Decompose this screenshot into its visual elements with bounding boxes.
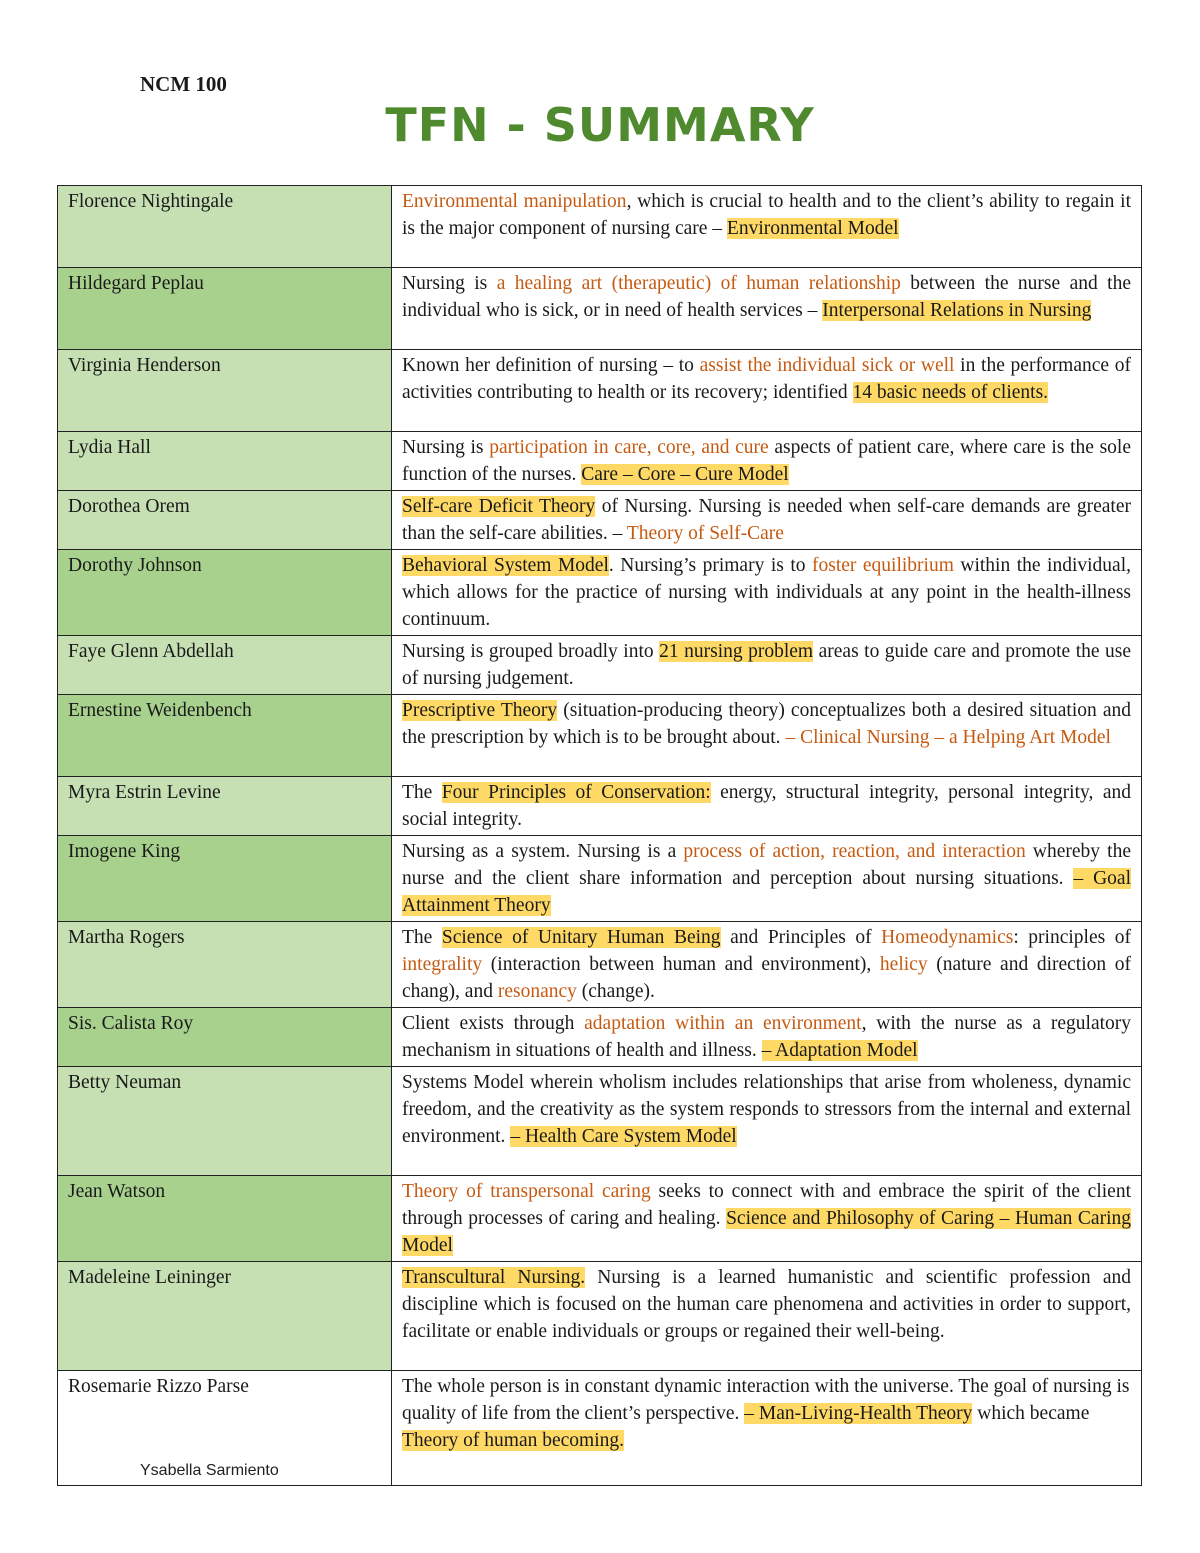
theory-description: [392, 695, 1142, 777]
emphasized-text: Theory of Self-Care: [626, 523, 784, 544]
body-text: whereby the nurse and the client share information and perception about nursing situations.: [402, 841, 1131, 889]
theorist-name: Madeleine Leininger: [58, 1262, 392, 1371]
emphasized-text: – Clinical Nursing – a Helping Art Model: [785, 727, 1111, 748]
table-row: [58, 432, 1142, 491]
theory-description: [392, 186, 1142, 268]
highlighted-text: Environmental Model: [726, 218, 899, 239]
theory-description: [392, 350, 1142, 432]
body-text: Client exists through: [402, 1013, 585, 1034]
body-text: which became: [972, 1403, 1090, 1424]
highlighted-text: Transcultural Nursing.: [402, 1267, 586, 1288]
body-text: of Nursing. Nursing is needed when self-care demands are greater than the self-care abilities. –: [402, 496, 1132, 544]
body-text: , with the nurse as a regulatory mechanism in situations of health and illness.: [402, 1013, 1132, 1061]
theorist-name: Betty Neuman: [58, 1067, 392, 1176]
body-text: (change).: [576, 981, 655, 1002]
theorist-name: Myra Estrin Levine: [58, 777, 392, 836]
body-text: (interaction between human and environment),: [482, 954, 880, 975]
theory-description: [392, 836, 1142, 922]
emphasized-text: process of action, reaction, and interaction: [683, 841, 1026, 862]
emphasized-text: a healing art (therapeutic) of human relationship: [496, 273, 901, 294]
theorist-name: Imogene King: [58, 836, 392, 922]
theorist-name: Martha Rogers: [58, 922, 392, 1008]
highlighted-text: Theory of human becoming.: [402, 1430, 625, 1451]
emphasized-text: participation in care, core, and cure: [489, 437, 769, 458]
table-row: [58, 491, 1142, 550]
highlighted-text: Care – Core – Cure Model: [581, 464, 789, 485]
body-text: Nursing is: [402, 437, 490, 458]
theory-description: [392, 1371, 1142, 1486]
table-row: [58, 186, 1142, 268]
theory-description: [392, 1067, 1142, 1176]
body-text: and Principles of: [720, 927, 882, 948]
body-text: aspects of patient care, where care is the sole function of the nurses.: [402, 437, 1132, 485]
table-row: [58, 268, 1142, 350]
theory-description: [392, 922, 1142, 1008]
theory-description: [392, 1262, 1142, 1371]
theory-description: [392, 777, 1142, 836]
table-row: [58, 1008, 1142, 1067]
body-text: between the nurse and the individual who is sick, or in need of health services –: [402, 273, 1131, 321]
highlighted-text: Science of Unitary Human Being: [441, 927, 721, 948]
table-row: [58, 1176, 1142, 1262]
theorist-name: Faye Glenn Abdellah: [58, 636, 392, 695]
theorist-name: Dorothy Johnson: [58, 550, 392, 636]
body-text: . Nursing’s primary is to: [608, 555, 812, 576]
emphasized-text: assist the individual sick or well: [699, 355, 955, 376]
highlighted-text: Four Principles of Conservation:: [441, 782, 711, 803]
theorist-name: Virginia Henderson: [58, 350, 392, 432]
theory-description: [392, 1176, 1142, 1262]
theorist-table: [57, 185, 1142, 1486]
table-row: [58, 836, 1142, 922]
body-text: Nursing as a system. Nursing is a: [402, 841, 684, 862]
table-row: [58, 550, 1142, 636]
highlighted-text: Behavioral System Model: [402, 555, 609, 576]
emphasized-text: helicy: [879, 954, 928, 975]
highlighted-text: – Goal Attainment Theory: [402, 868, 1132, 916]
theorist-name: Rosemarie Rizzo Parse: [58, 1371, 392, 1486]
body-text: The: [402, 927, 442, 948]
emphasized-text: Homeodynamics: [881, 927, 1014, 948]
highlighted-text: Prescriptive Theory: [402, 700, 558, 721]
theorist-name: Lydia Hall: [58, 432, 392, 491]
course-code: NCM 100: [140, 72, 227, 96]
body-text: Nursing is: [402, 273, 497, 294]
theory-description: [392, 268, 1142, 350]
body-text: The: [402, 782, 442, 803]
highlighted-text: Self-care Deficit Theory: [402, 496, 596, 517]
body-text: Nursing is a learned humanistic and scientific profession and discipline which is focused on the human care phenomena and activities in order to support, facilitate or enable individuals or groups or regained their well-being.: [402, 1267, 1131, 1342]
page-title: TFN - SUMMARY: [385, 98, 815, 152]
table-row: [58, 350, 1142, 432]
highlighted-text: 21 nursing problem: [659, 641, 814, 662]
highlighted-text: – Adaptation Model: [761, 1040, 918, 1061]
theorist-name: Sis. Calista Roy: [58, 1008, 392, 1067]
emphasized-text: Theory of transpersonal caring: [402, 1181, 651, 1202]
body-text: (nature and direction of chang), and: [402, 954, 1132, 1002]
theory-description: [392, 491, 1142, 550]
theorist-name: Jean Watson: [58, 1176, 392, 1262]
theorist-name: Ernestine Weidenbench: [58, 695, 392, 777]
emphasized-text: Environmental manipulation: [402, 191, 627, 212]
body-text: in the performance of activities contributing to health or its recovery; identified: [402, 355, 1131, 403]
table-row: [58, 695, 1142, 777]
table-row: [58, 636, 1142, 695]
body-text: , which is crucial to health and to the client’s ability to regain it is the major component of nursing care –: [402, 191, 1131, 239]
body-text: : principles of: [1013, 927, 1131, 948]
theorist-name: Hildegard Peplau: [58, 268, 392, 350]
theorist-name: Florence Nightingale: [58, 186, 392, 268]
body-text: within the individual, which allows for the practice of nursing with individuals at any point in the health-illness continuum.: [402, 555, 1131, 630]
body-text: Nursing is grouped broadly into: [402, 641, 660, 662]
theory-description: [392, 636, 1142, 695]
highlighted-text: – Man-Living-Health Theory: [744, 1403, 973, 1424]
emphasized-text: resonancy: [497, 981, 577, 1002]
author-name: Ysabella Sarmiento: [140, 1462, 279, 1479]
theory-description: [392, 1008, 1142, 1067]
body-text: areas to guide care and promote the use of nursing judgement.: [402, 641, 1132, 689]
body-text: (situation-producing theory) conceptualizes both a desired situation and the prescription by which is to be brought about.: [402, 700, 1131, 748]
highlighted-text: 14 basic needs of clients.: [852, 382, 1049, 403]
table-row: [58, 1067, 1142, 1176]
body-text: The whole person is in constant dynamic interaction with the universe. The goal of nursing is quality of life from the client’s perspective.: [402, 1376, 1130, 1424]
body-text: Systems Model wherein wholism includes relationships that arise from wholeness, dynamic freedom, and the creativity as the system responds to stressors from the internal and external environment.: [402, 1072, 1131, 1147]
theory-description: [392, 550, 1142, 636]
highlighted-text: – Health Care System Model: [510, 1126, 737, 1147]
highlighted-text: Science and Philosophy of Caring – Human Caring Model: [402, 1208, 1131, 1256]
table-row: [58, 1262, 1142, 1371]
emphasized-text: foster equilibrium: [812, 555, 954, 576]
emphasized-text: integrality: [402, 954, 483, 975]
body-text: seeks to connect with and embrace the spirit of the client through processes of caring and healing.: [402, 1181, 1131, 1229]
emphasized-text: adaptation within an environment: [584, 1013, 862, 1034]
body-text: Known her definition of nursing – to: [402, 355, 700, 376]
highlighted-text: Interpersonal Relations in Nursing: [822, 300, 1092, 321]
table-row: [58, 777, 1142, 836]
theory-description: [392, 432, 1142, 491]
theorist-name: Dorothea Orem: [58, 491, 392, 550]
body-text: energy, structural integrity, personal integrity, and social integrity.: [402, 782, 1131, 830]
table-row: [58, 922, 1142, 1008]
